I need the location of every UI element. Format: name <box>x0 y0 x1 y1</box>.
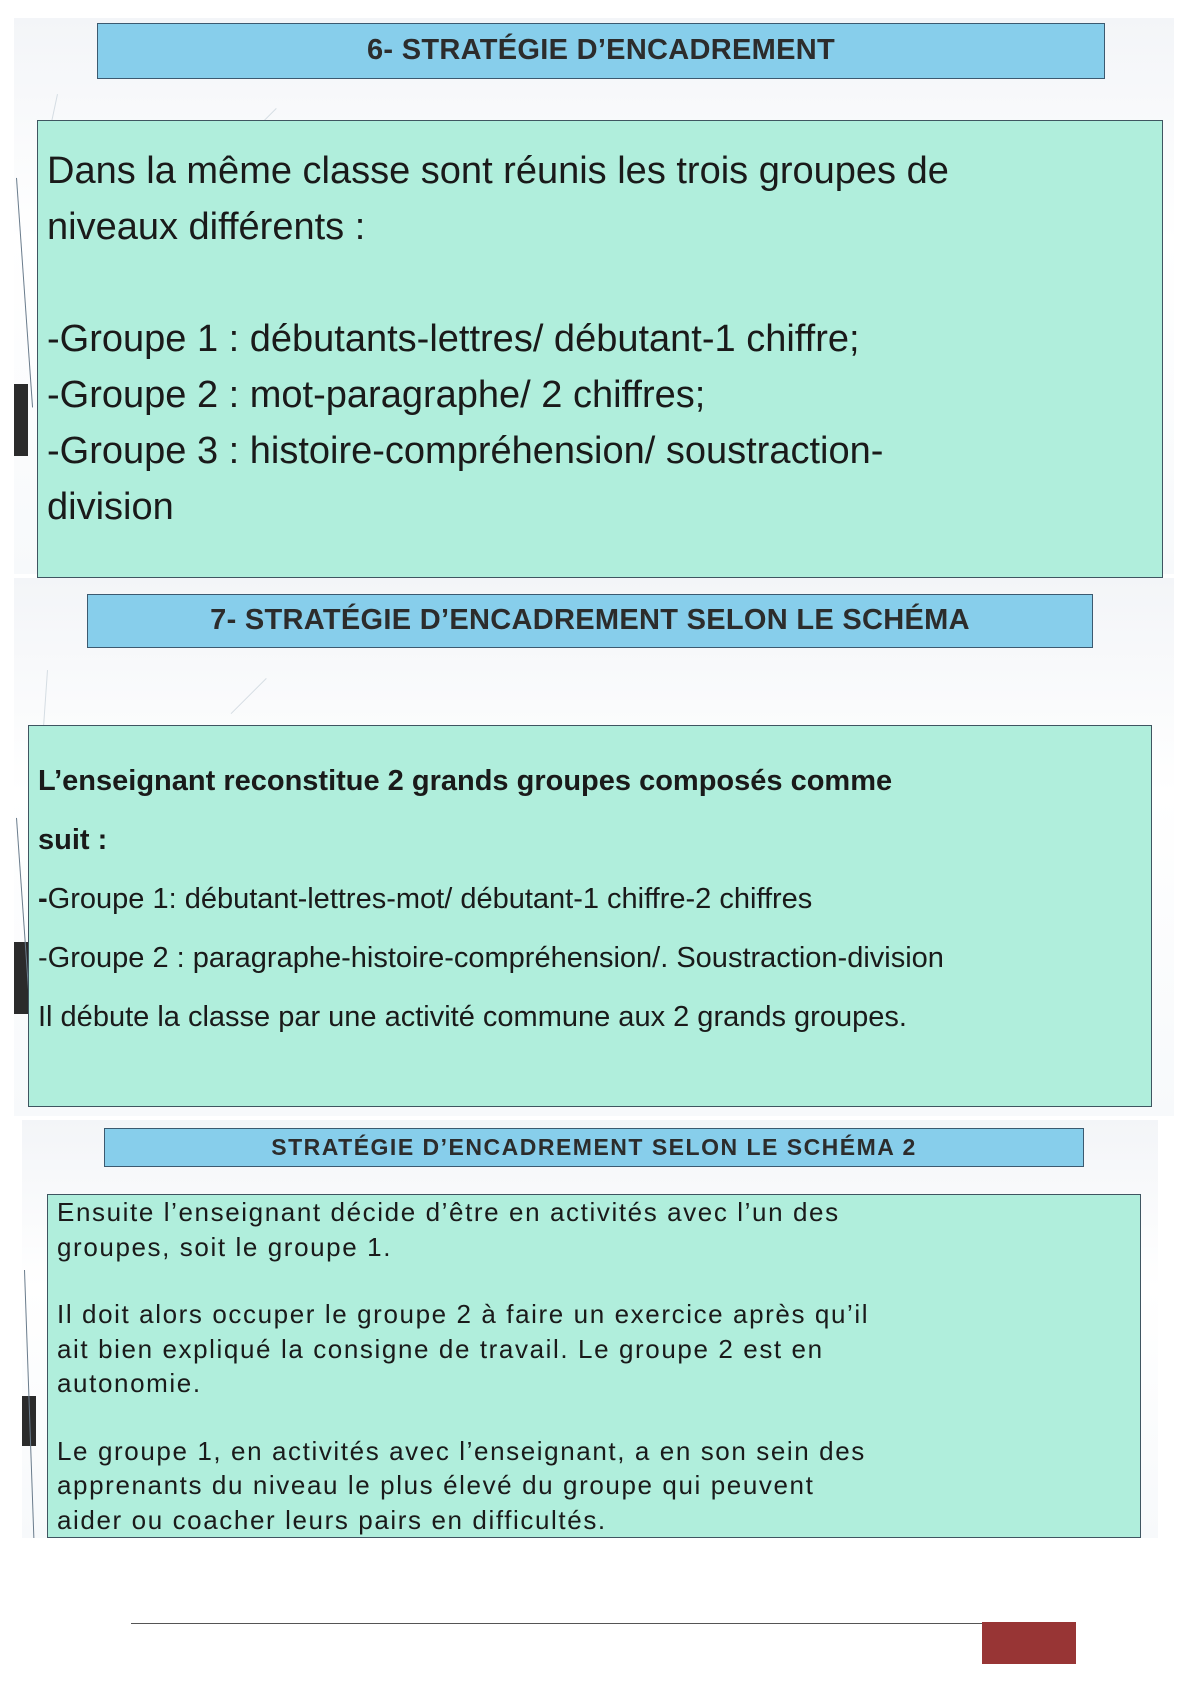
group-1-line: -Groupe 1 : débutants-lettres/ débutant-1 chiffre; <box>47 318 860 360</box>
intro-line: suit : <box>38 824 108 856</box>
decorative-line <box>43 670 48 730</box>
decorative-line <box>16 178 33 408</box>
group-2-line: -Groupe 2 : paragraphe-histoire-compréhension/. Soustraction-division <box>38 942 944 974</box>
text-line: Dans la même classe sont réunis les trois groupes de <box>47 150 949 192</box>
paragraph-3-line: Le groupe 1, en activités avec l’enseignant, a en son sein des <box>57 1435 866 1466</box>
paragraph-3-line: apprenants du niveau le plus élevé du groupe qui peuvent <box>57 1470 815 1500</box>
group-1-line <box>38 870 1151 929</box>
text-line: niveaux différents : <box>47 206 366 248</box>
paragraph-2-line: Il doit alors occuper le groupe 2 à faire un exercice après qu’il <box>57 1299 870 1329</box>
footer-page-marker <box>982 1622 1076 1664</box>
group-3-line: -Groupe 3 : histoire-compréhension/ soustraction- <box>47 430 884 472</box>
footer-rule <box>131 1623 983 1624</box>
paragraph-2-line: ait bien expliqué la consigne de travail. Le groupe 2 est en <box>57 1333 824 1364</box>
bullet-dash: - <box>38 883 48 915</box>
closing-line: Il débute la classe par une activité commune aux 2 grands groupes. <box>38 1001 907 1033</box>
paragraph-1-line: Ensuite l’enseignant décide d’être en activités avec l’un des <box>57 1197 840 1227</box>
paragraph-2-line: autonomie. <box>57 1368 202 1398</box>
section-8-title: STRATÉGIE D’ENCADREMENT SELON LE SCHÉMA 2 <box>104 1128 1084 1167</box>
slide-edge-marker <box>14 384 28 456</box>
section-7-content-box <box>28 725 1152 1107</box>
section-8-content-box <box>47 1194 1141 1538</box>
intro-line: L’enseignant reconstitue 2 grands groupes composés comme <box>38 765 893 797</box>
decorative-line <box>231 678 267 714</box>
section-6-content-box <box>37 120 1163 578</box>
text-line: division <box>47 486 174 528</box>
paragraph-1-line: groupes, soit le groupe 1. <box>57 1231 393 1262</box>
section-6-title: 6- STRATÉGIE D’ENCADREMENT <box>97 23 1105 79</box>
paragraph-3-line: aider ou coacher leurs pairs en difficultés. <box>57 1504 607 1535</box>
group-1-text: Groupe 1: débutant-lettres-mot/ débutant-1 chiffre-2 chiffres <box>47 883 813 915</box>
section-7-title: 7- STRATÉGIE D’ENCADREMENT SELON LE SCHÉMA <box>87 594 1093 648</box>
group-2-line: -Groupe 2 : mot-paragraphe/ 2 chiffres; <box>47 374 706 416</box>
